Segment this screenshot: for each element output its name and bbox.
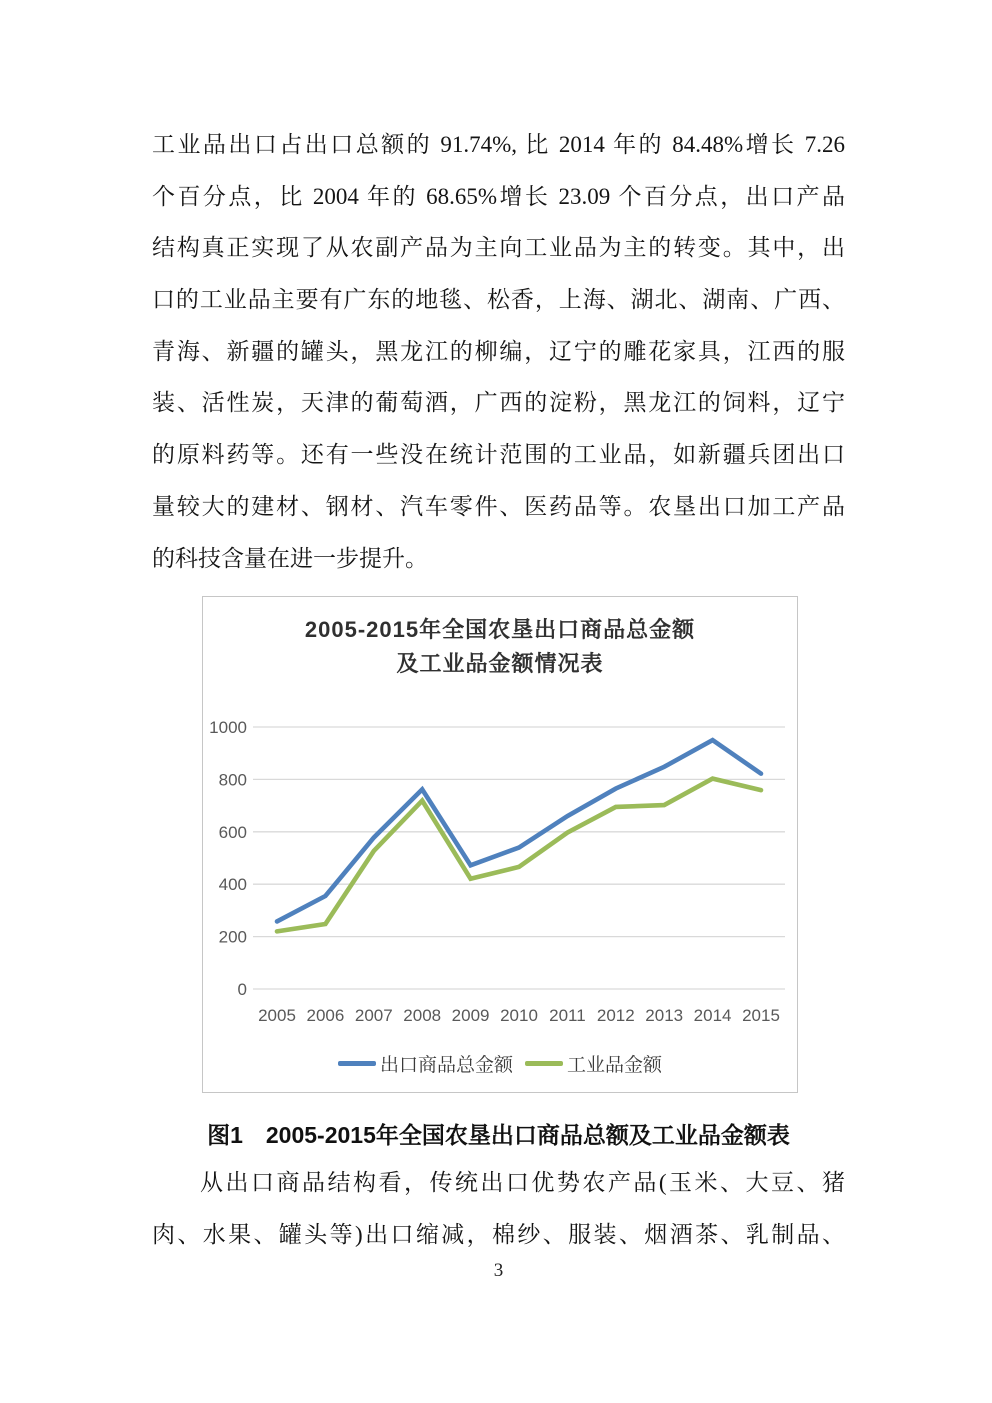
text-line: 青海、新疆的罐头，黑龙江的柳编，辽宁的雕花家具，江西的服	[152, 338, 845, 364]
text-line: 装、活性炭，天津的葡萄酒，广西的淀粉，黑龙江的饲料，辽宁	[152, 390, 845, 416]
text-line: 的科技含量在进一步提升。	[152, 545, 428, 571]
text-line: 结构真正实现了从农副产品为主向工业品为主的转变。其中，出	[152, 235, 845, 261]
x-tick-label: 2015	[742, 1006, 780, 1025]
x-tick-label: 2012	[596, 1006, 635, 1025]
x-tick-label: 2014	[693, 1006, 732, 1025]
legend-line-swatch-green	[525, 1061, 563, 1066]
y-tick-label: 0	[237, 980, 247, 999]
x-tick-label: 2011	[549, 1006, 586, 1025]
text-line: 口的工业品主要有广东的地毯、松香，上海、湖北、湖南、广西、	[152, 287, 845, 313]
chart-legend	[203, 1049, 797, 1077]
text-line: 工业品出口占出口总额的 91.74%, 比 2014 年的 84.48%增长 7.26	[152, 132, 845, 157]
legend-item-export-total	[338, 1050, 513, 1077]
text-line: 的原料药等。还有一些没在统计范围的工业品，如新疆兵团出口	[152, 442, 845, 468]
figure-caption: 图1 2005-2015年全国农垦出口商品总额及工业品金额表	[207, 1122, 790, 1148]
legend-label: 出口商品总金额	[379, 1054, 513, 1076]
y-tick-label: 200	[218, 927, 247, 947]
chart-title-line-1: 2005-2015年全国农垦出口商品总金额	[304, 617, 696, 642]
y-tick-label: 600	[218, 822, 247, 842]
figure-line-chart	[202, 596, 798, 1093]
y-tick-label: 400	[218, 875, 247, 895]
page-number: 3	[493, 1260, 504, 1281]
y-tick-label: 800	[218, 770, 247, 790]
x-tick-label: 2009	[451, 1006, 490, 1025]
text-line: 量较大的建材、钢材、汽车零件、医药品等。农垦出口加工产品	[152, 493, 845, 519]
x-tick-label: 2007	[354, 1006, 393, 1025]
y-tick-label: 1000	[209, 718, 247, 737]
x-tick-label: 2005	[258, 1006, 296, 1025]
legend-item-industrial	[525, 1050, 662, 1077]
paragraph-1	[152, 119, 845, 584]
legend-line-swatch-blue	[338, 1061, 376, 1066]
chart-title	[203, 613, 797, 681]
x-tick-label: 2008	[403, 1006, 442, 1025]
legend-label: 工业品金额	[567, 1054, 663, 1076]
text-line: 个百分点，比 2004 年的 68.65%增长 23.09 个百分点，出口产品	[152, 183, 845, 209]
chart-title-line-2: 及工业品金额情况表	[396, 651, 604, 676]
series-line-1	[277, 779, 761, 932]
x-tick-label: 2010	[500, 1006, 538, 1025]
text-line: 从出口商品结构看，传统出口优势农产品(玉米、大豆、猪	[200, 1170, 845, 1195]
series-line-0	[277, 740, 761, 921]
x-tick-label: 2013	[645, 1006, 684, 1025]
paragraph-2	[152, 1157, 845, 1260]
text-line: 肉、水果、罐头等)出口缩减，棉纱、服装、烟酒茶、乳制品、	[152, 1221, 845, 1247]
x-tick-label: 2006	[306, 1006, 345, 1025]
